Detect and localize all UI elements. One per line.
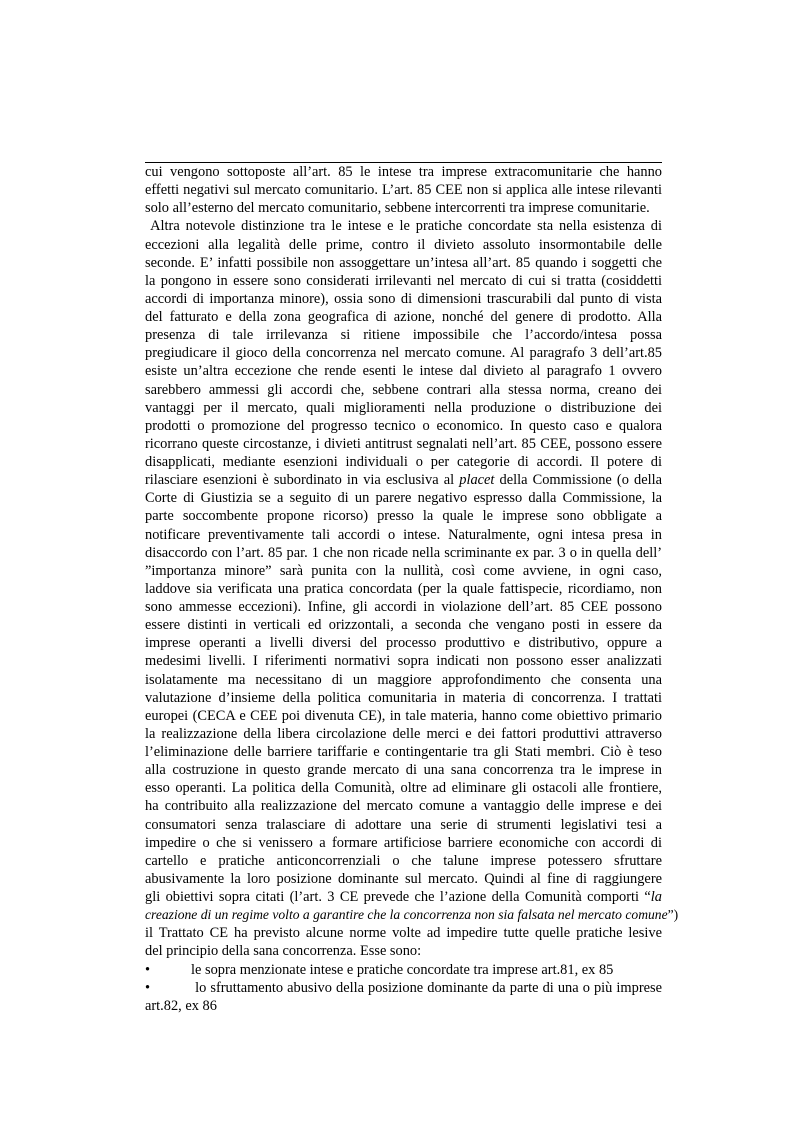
text-line: l’eliminazione delle barriere tariffarie e contingentarie tra gli Stati membri. Ciò è teso	[145, 744, 662, 760]
text-line: consumatori senza tralasciare di adottare una serie di strumenti legislativi tesi a	[145, 816, 662, 833]
text-line: effetti negativi sul mercato comunitario. L’art. 85 CEE non si applica alle intese rilevanti	[145, 182, 662, 199]
text-line: laddove sia verificata una pratica concordata (per la quale fattispecie, ricordiamo, non	[145, 580, 662, 597]
text-line: del fatturato e della zona geografica di azione, nonché del genere di prodotto. Alla	[145, 309, 662, 325]
text-line: esso operanti. La politica della Comunità, oltre ad eliminare gli ostacoli alle frontiere,	[145, 780, 662, 797]
italic-term: placet	[459, 472, 495, 489]
text-line: abusivamente la loro posizione dominante sul mercato. Quindi al fine di raggiungere	[145, 870, 662, 887]
text-line: notificare preventivamente tali accordi o intese. Naturalmente, ogni intesa presa in	[145, 526, 662, 543]
bullet-icon: •	[145, 962, 151, 978]
text-line: impedire o che si venissero a formare artificiose barriere economiche con accordi di	[145, 834, 662, 851]
text-run: gli obiettivi sopra citati (l’art. 3 CE prevede che l’azione della Comunità comporti “	[145, 889, 651, 905]
text-line-placet	[145, 471, 662, 489]
text-line: prodotti o promozione del progresso tecnico o economico. In questo caso e qualora	[145, 417, 662, 434]
text-line: eccezioni alla legalità delle prime, contro il divieto assoluto insormontabile delle	[145, 236, 662, 253]
italic-quote: la	[650, 889, 662, 905]
text-line: europei (CECA e CEE poi divenuta CE), in tale materia, hanno come obiettivo primario	[145, 707, 662, 724]
bullet-list	[145, 961, 662, 1015]
list-item-text: le sopra menzionate intese e pratiche concordate tra imprese art.81, ex 85	[191, 962, 614, 978]
text-line: alla costruzione in questo grande mercato di una sana concorrenza tra le imprese in	[145, 762, 662, 779]
text-line: essere distinti in verticali ed orizzontali, a seconda che vengano posti in essere da	[145, 617, 662, 634]
text-line: ”importanza minore” sarà punita con la nullità, così come avviene, in ogni caso,	[145, 562, 662, 579]
text-line: solo all’esterno del mercato comunitario, sebbene intercorrenti tra imprese comunitarie.	[145, 200, 650, 217]
text-line: cui vengono sottoposte all’art. 85 le intese tra imprese extracomunitarie che hanno	[145, 164, 662, 180]
text-line: esiste un’altra eccezione che rende esenti le intese dal divieto al paragrafo 1 ovvero	[145, 363, 662, 380]
list-item	[145, 979, 662, 1015]
body-text	[145, 163, 679, 961]
text-line: valutazione d’insieme della politica comunitaria in materia di concorrenza. I trattati	[145, 689, 662, 706]
text-line: Altra notevole distinzione tra le intese e le pratiche concordate sta nella esistenza di	[145, 218, 662, 235]
text-line: sarebbero ammessi gli accordi che, sebbene contrari alla stessa norma, creano dei	[145, 381, 662, 398]
text-line: imprese operanti a livelli diversi del processo produttivo e distributivo, oppure a	[145, 635, 662, 652]
text-line: cartello e pratiche anticoncorrenziali o che talune imprese potessero sfruttare	[145, 852, 662, 869]
text-line: ha contribuito alla realizzazione del mercato comune a vantaggio delle imprese e dei	[145, 798, 662, 815]
text-line: la pongono in essere sono considerati irrilevanti nel mercato di cui si tratta (cosiddetti	[145, 272, 662, 289]
text-line: ricorrano queste circostanze, i divieti antitrust segnalati nell’art. 85 CEE, possono essere	[145, 435, 662, 452]
text-run: della Commissione (o della	[494, 472, 662, 489]
italic-quote: creazione di un regime volto a garantire che la concorrenza non sia falsata nel mercato comune	[145, 907, 668, 923]
text-line: vantaggi per il mercato, quali miglioramenti nella produzione o distribuzione dei	[145, 399, 662, 416]
text-line: seconde. E’ infatti possibile non assoggettare un’intesa all’art. 85 quando i soggetti che	[145, 254, 662, 271]
text-run: rilasciare esenzioni è subordinato in via esclusiva al	[145, 472, 460, 489]
text-line: pregiudicare il gioco della concorrenza nel mercato comune. Al paragrafo 3 dell’art.85	[145, 345, 662, 362]
text-line: isolatamente ma necessitano di un maggiore approfondimento che consenta una	[145, 671, 662, 688]
text-line: del principio della sana concorrenza. Esse sono:	[145, 943, 422, 960]
text-line: sono ammesse eccezioni). Infine, gli accordi in violazione dell’art. 85 CEE possono	[145, 599, 662, 615]
text-line: la realizzazione della libera circolazione delle merci e dei fattori produttivi attraverso	[145, 725, 662, 742]
text-line: disaccordo con l’art. 85 par. 1 che non ricade nella scriminante ex par. 3 o in quella dell’	[145, 544, 662, 561]
text-line: Corte di Giustizia se a seguito di un parere negativo espresso dalla Commissione, la	[145, 490, 662, 507]
text-run: ”)	[667, 907, 679, 923]
text-line: disapplicati, mediante esenzioni individuali o per categorie di accordi. Il potere di	[145, 454, 662, 470]
text-line: presenza di tale irrilevanza si ritiene impossibile che l’accordo/intesa possa	[145, 327, 662, 344]
list-item-text: lo sfruttamento abusivo della posizione dominante da parte di una o più imprese art.82, ex 86	[145, 980, 662, 1015]
text-line: parte soccombente propone ricorso) presso la quale le imprese sono obbligate a	[145, 508, 662, 525]
text-line-quote-start	[145, 888, 662, 906]
text-line: medesimi livelli. I riferimenti normativi sopra indicati non possono esser analizzati	[145, 653, 662, 670]
list-item	[145, 961, 662, 979]
text-line: il Trattato CE ha previsto alcune norme volte ad impedire tutte quelle pratiche lesive	[145, 925, 662, 942]
bullet-icon: •	[145, 980, 151, 997]
text-line-quote	[145, 906, 679, 924]
text-line: accordi di importanza minore), ossia sono di dimensioni trascurabili dal punto di vista	[145, 290, 662, 307]
